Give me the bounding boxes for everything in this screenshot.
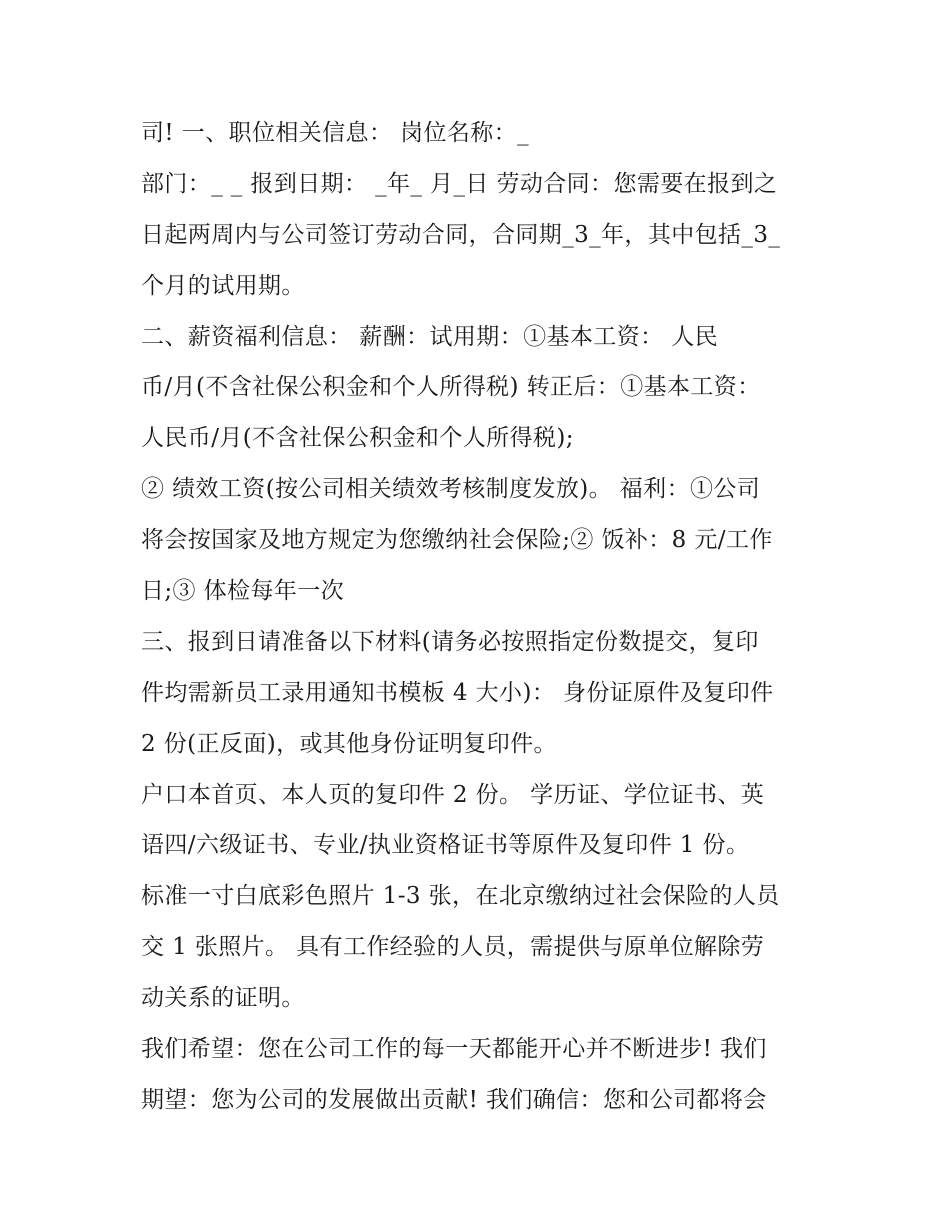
text-line-19: 我们希望：您在公司工作的每一天都能开心并不断进步! 我们	[141, 1036, 767, 1063]
text-line-4: 个月的试用期。	[141, 272, 305, 299]
text-line-3: 日起两周内与公司签订劳动合同，合同期_3_年，其中包括_3_	[141, 221, 781, 248]
text-line-12: 件均需新员工录用通知书模板 4 大小)： 身份证原件及复印件	[141, 679, 774, 706]
text-line-8: ② 绩效工资(按公司相关绩效考核制度发放)。 福利：①公司	[141, 476, 761, 503]
text-line-13: 2 份(正反面)，或其他身份证明复印件。	[141, 730, 557, 757]
text-line-14: 户口本首页、本人页的复印件 2 份。 学历证、学位证书、英	[141, 781, 765, 808]
text-line-15: 语四/六级证书、专业/执业资格证书等原件及复印件 1 份。	[141, 832, 750, 859]
text-line-5: 二、薪资福利信息： 薪酬：试用期：①基本工资： 人民	[141, 323, 719, 350]
text-line-1: 司! 一、职位相关信息： 岗位名称：_	[141, 120, 529, 146]
text-line-16: 标准一寸白底彩色照片 1-3 张，在北京缴纳过社会保险的人员	[141, 883, 780, 910]
text-line-17: 交 1 张照片。 具有工作经验的人员，需提供与原单位解除劳	[141, 934, 765, 961]
text-line-10: 日;③ 体检每年一次	[141, 578, 345, 605]
text-line-18: 动关系的证明。	[141, 985, 305, 1012]
text-line-11: 三、报到日请准备以下材料(请务必按照指定份数提交，复印	[141, 628, 759, 655]
text-line-20: 期望：您为公司的发展做出贡献! 我们确信：您和公司都将会	[141, 1086, 767, 1113]
text-line-2: 部门：_ _ 报到日期： _年_ 月_日 劳动合同：您需要在报到之	[141, 170, 778, 197]
text-line-9: 将会按国家及地方规定为您缴纳社会保险;② 饭补：8 元/工作	[141, 527, 773, 554]
text-line-6: 币/月(不含社保公积金和个人所得税) 转正后：①基本工资：	[141, 374, 761, 401]
document-body	[141, 108, 811, 1126]
text-line-7: 人民币/月(不含社保公积金和个人所得税);	[141, 425, 574, 452]
